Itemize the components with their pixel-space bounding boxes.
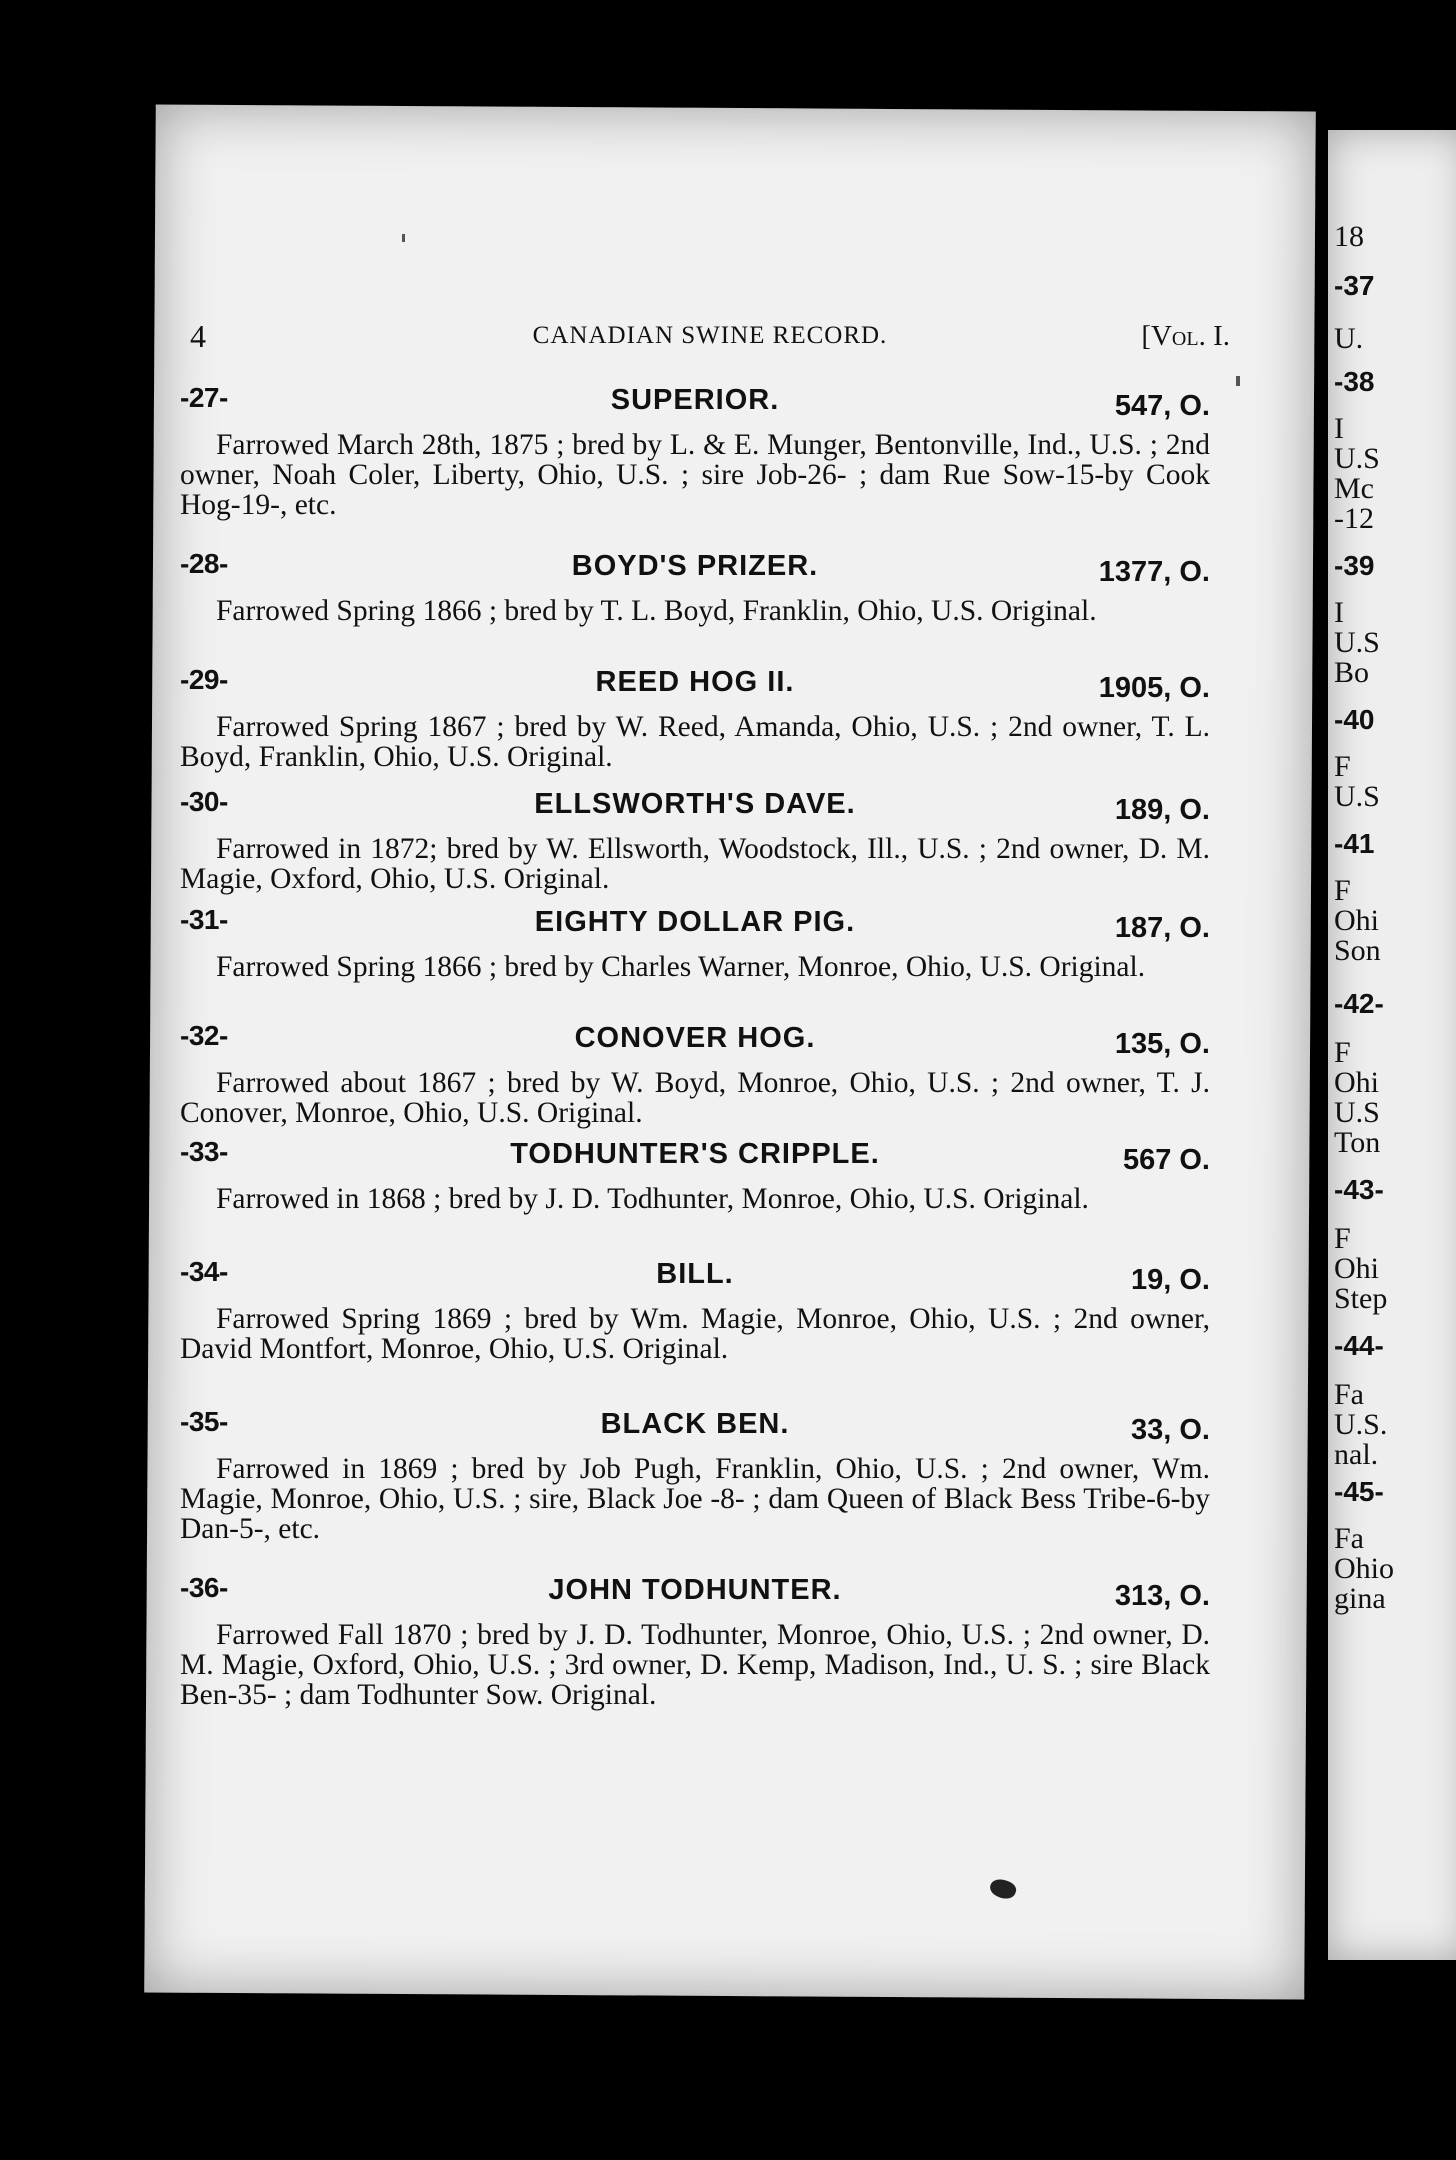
right-fragment: U.S — [1334, 1096, 1380, 1129]
right-fragment: -40 — [1334, 704, 1375, 735]
entry-registration: 135, O. — [1114, 1028, 1210, 1060]
right-fragment: -37 — [1334, 270, 1375, 301]
right-fragment: -42- — [1334, 988, 1384, 1019]
entry-name: CONOVER HOG. — [574, 1022, 816, 1054]
entry-number: -35- — [180, 1406, 228, 1437]
right-fragment: Fa — [1334, 1378, 1364, 1411]
right-fragment: U.S. — [1334, 1408, 1388, 1441]
entry-name: SUPERIOR. — [610, 384, 780, 416]
entry-28 — [180, 548, 1210, 626]
right-fragment: -12 — [1334, 502, 1374, 535]
right-page-fragment — [1328, 130, 1456, 1960]
right-fragment: U.S — [1334, 626, 1380, 659]
entry-text: Farrowed in 1868 ; bred by J. D. Todhunter, Monroe, Ohio, U.S. Original. — [216, 1183, 1089, 1215]
entry-registration: 547, O. — [1114, 390, 1210, 422]
right-fragment: 18 — [1334, 220, 1364, 253]
entry-registration: 187, O. — [1114, 912, 1210, 944]
entry-number: -32- — [180, 1020, 228, 1051]
entry-name: BLACK BEN. — [600, 1408, 790, 1440]
entry-27 — [180, 382, 1210, 520]
right-fragment: Son — [1334, 934, 1381, 967]
right-fragment: Ohio — [1334, 1552, 1394, 1585]
entry-text: Farrowed Spring 1866 ; bred by T. L. Boyd, Franklin, Ohio, U.S. Original. — [216, 595, 1097, 627]
right-fragment: -43- — [1334, 1174, 1384, 1205]
entry-registration: 1905, O. — [1098, 672, 1210, 704]
entry-name: BILL. — [656, 1258, 734, 1290]
right-fragment: F — [1334, 750, 1351, 783]
right-fragment: -41 — [1334, 828, 1375, 859]
entry-text: Farrowed Spring 1866 ; bred by Charles Warner, Monroe, Ohio, U.S. Original. — [216, 951, 1146, 983]
right-fragment: U.S — [1334, 780, 1380, 813]
right-fragment: Fa — [1334, 1522, 1364, 1555]
entry-registration: 19, O. — [1131, 1264, 1210, 1296]
right-fragment: gina — [1334, 1582, 1386, 1615]
right-fragment: -39 — [1334, 550, 1375, 581]
entry-number: -33- — [180, 1136, 228, 1167]
ink-speck — [1236, 376, 1240, 386]
entry-text: Farrowed about 1867 ; bred by W. Boyd, Monroe, Ohio, U.S. ; 2nd owner, T. J. Conover, Monroe, Ohio, U.S. Original. — [180, 1067, 1210, 1129]
ink-speck — [402, 234, 405, 242]
right-fragment: U.S — [1334, 442, 1380, 475]
entry-number: -34- — [180, 1256, 228, 1287]
entry-29 — [180, 664, 1210, 772]
right-fragment: Step — [1334, 1282, 1388, 1315]
right-fragment: F — [1334, 1036, 1351, 1069]
entry-34 — [180, 1256, 1210, 1364]
entry-30 — [180, 786, 1210, 894]
right-fragment: Ohi — [1334, 904, 1379, 937]
entry-registration: 567 O. — [1122, 1144, 1210, 1176]
entry-name: EIGHTY DOLLAR PIG. — [534, 906, 856, 938]
entry-name: JOHN TODHUNTER. — [548, 1574, 842, 1606]
entry-text: Farrowed in 1869 ; bred by Job Pugh, Franklin, Ohio, U.S. ; 2nd owner, Wm. Magie, Monroe, Ohio, U.S. ; sire, Black Joe -8- ; dam Queen of Black Bess Tribe-6-by Dan-5-, etc. — [180, 1453, 1210, 1545]
right-fragment: Bo — [1334, 656, 1370, 689]
entry-name: BOYD'S PRIZER. — [571, 550, 819, 582]
entry-35 — [180, 1406, 1210, 1544]
entry-33 — [180, 1136, 1210, 1214]
right-fragment: Ohi — [1334, 1066, 1379, 1099]
page-number: 4 — [190, 318, 206, 354]
entry-registration: 33, O. — [1131, 1414, 1210, 1446]
right-fragment: I — [1334, 596, 1344, 629]
entry-text: Farrowed in 1872; bred by W. Ellsworth, Woodstock, Ill., U.S. ; 2nd owner, D. M. Magie, Oxford, Ohio, U.S. Original. — [180, 833, 1210, 895]
volume-label: [Vol. I. — [1141, 320, 1230, 352]
right-fragment: Mc — [1334, 472, 1374, 505]
right-fragment: nal. — [1334, 1438, 1379, 1471]
running-title: CANADIAN SWINE RECORD. — [532, 322, 888, 349]
right-fragment: F — [1334, 874, 1351, 907]
running-header — [190, 318, 1230, 358]
right-fragment: -45- — [1334, 1476, 1384, 1507]
entry-32 — [180, 1020, 1210, 1128]
entry-name: TODHUNTER'S CRIPPLE. — [510, 1138, 880, 1170]
entry-text: Farrowed Spring 1867 ; bred by W. Reed, Amanda, Ohio, U.S. ; 2nd owner, T. L. Boyd, Franklin, Ohio, U.S. Original. — [180, 711, 1210, 773]
entry-number: -27- — [180, 382, 228, 413]
entry-registration: 1377, O. — [1098, 556, 1210, 588]
right-fragment: -38 — [1334, 366, 1375, 397]
right-fragment: U. — [1334, 322, 1364, 355]
right-fragment: Ton — [1334, 1126, 1381, 1159]
entry-number: -30- — [180, 786, 228, 817]
right-fragment: I — [1334, 412, 1344, 445]
entry-name: REED HOG II. — [595, 666, 795, 698]
entry-number: -36- — [180, 1572, 228, 1603]
entry-text: Farrowed Fall 1870 ; bred by J. D. Todhunter, Monroe, Ohio, U.S. ; 2nd owner, D. M. Magie, Oxford, Ohio, U.S. ; 3rd owner, D. Kemp, Madison, Ind., U. S. ; sire Black Ben-35- ; dam Todhunter Sow. Original. — [180, 1619, 1210, 1711]
entry-text: Farrowed Spring 1869 ; bred by Wm. Magie, Monroe, Ohio, U.S. ; 2nd owner, David Montfort, Monroe, Ohio, U.S. Original. — [180, 1303, 1210, 1365]
entry-number: -29- — [180, 664, 228, 695]
entry-name: ELLSWORTH'S DAVE. — [534, 788, 856, 820]
entry-number: -28- — [180, 548, 228, 579]
entry-registration: 189, O. — [1114, 794, 1210, 826]
entry-31 — [180, 904, 1210, 982]
right-fragment: -44- — [1334, 1330, 1384, 1361]
entry-registration: 313, O. — [1114, 1580, 1210, 1612]
entry-text: Farrowed March 28th, 1875 ; bred by L. & E. Munger, Bentonville, Ind., U.S. ; 2nd owner, Noah Coler, Liberty, Ohio, U.S. ; sire Job-26- ; dam Rue Sow-15-by Cook Hog-19-, etc. — [180, 429, 1210, 521]
entry-number: -31- — [180, 904, 228, 935]
right-fragment: Ohi — [1334, 1252, 1379, 1285]
entry-36 — [180, 1572, 1210, 1710]
right-fragment: F — [1334, 1222, 1351, 1255]
